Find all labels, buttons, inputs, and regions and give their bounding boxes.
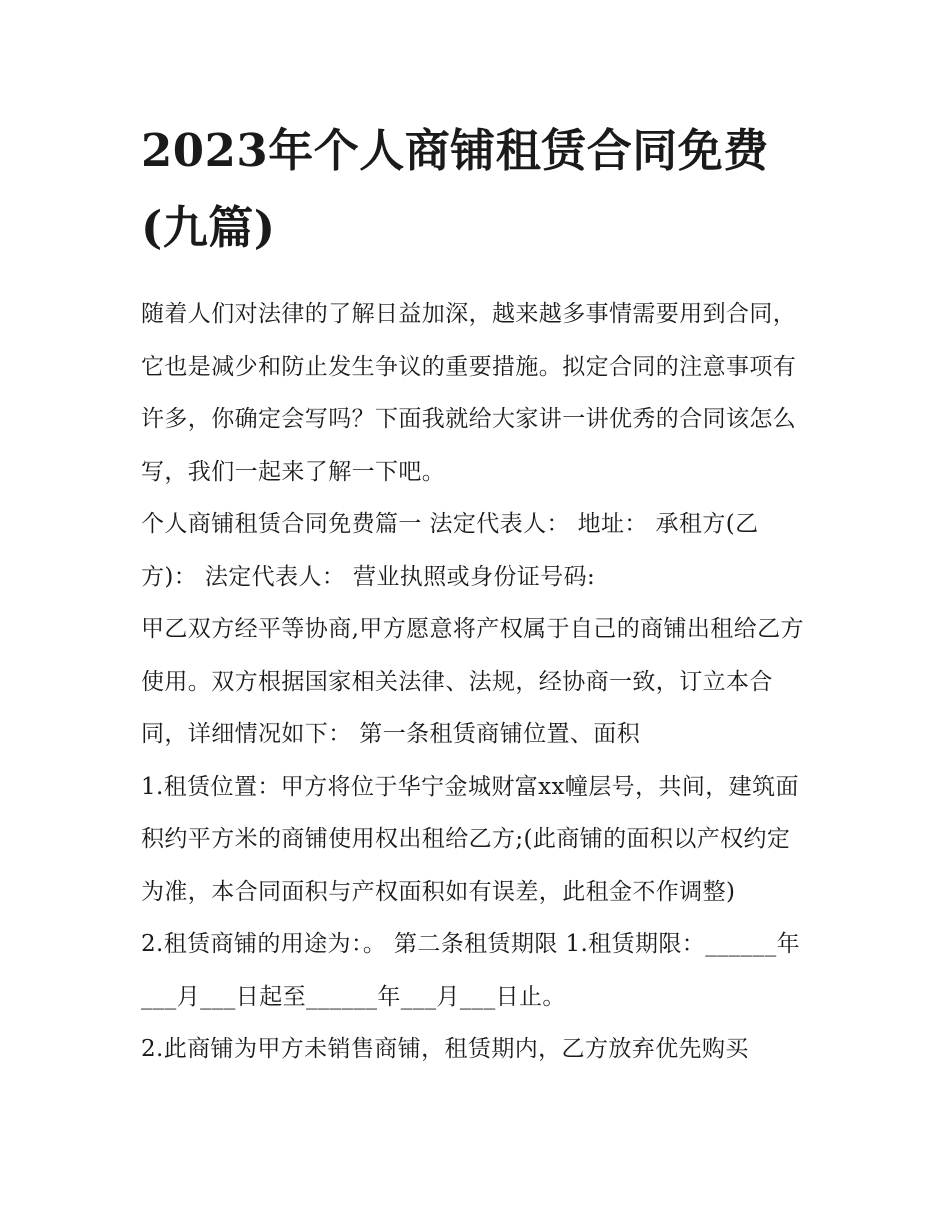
- paragraph-parties: 个人商铺租赁合同免费篇一 法定代表人： 地址： 承租方(乙方)： 法定代表人： 营业执照或身份证号码:: [141, 511, 759, 590]
- document-title: 2023年个人商铺租赁合同免费(九篇): [141, 124, 769, 254]
- document-page: [141, 112, 813, 1076]
- paragraph-agreement: 甲乙双方经平等协商,甲方愿意将产权属于自己的商铺出租给乙方使用。双方根据国家相关法律、法规，经协商一致，订立本合同，详细情况如下： 第一条租赁商铺位置、面积: [141, 616, 804, 747]
- paragraph-purchase-right: 2.此商铺为甲方未销售商铺，租赁期内，乙方放弃优先购买: [141, 1036, 749, 1062]
- paragraph-term: 2.租赁商铺的用途为：。 第二条租赁期限 1.租赁期限：______年___月___日起至______年___月___日止。: [141, 931, 801, 1010]
- paragraph-intro: 随着人们对法律的了解日益加深，越来越多事情需要用到合同，它也是减少和防止发生争议的重要措施。拟定合同的注意事项有许多，你确定会写吗？下面我就给大家讲一讲优秀的合同该怎么写，我们一起来了解一下吧。: [141, 301, 797, 485]
- paragraph-location: 1.租赁位置：甲方将位于华宁金城财富xx幢层号，共间，建筑面积约平方米的商铺使用权出租给乙方;(此商铺的面积以产权约定为准，本合同面积与产权面积如有误差，此租金不作调整): [141, 773, 799, 905]
